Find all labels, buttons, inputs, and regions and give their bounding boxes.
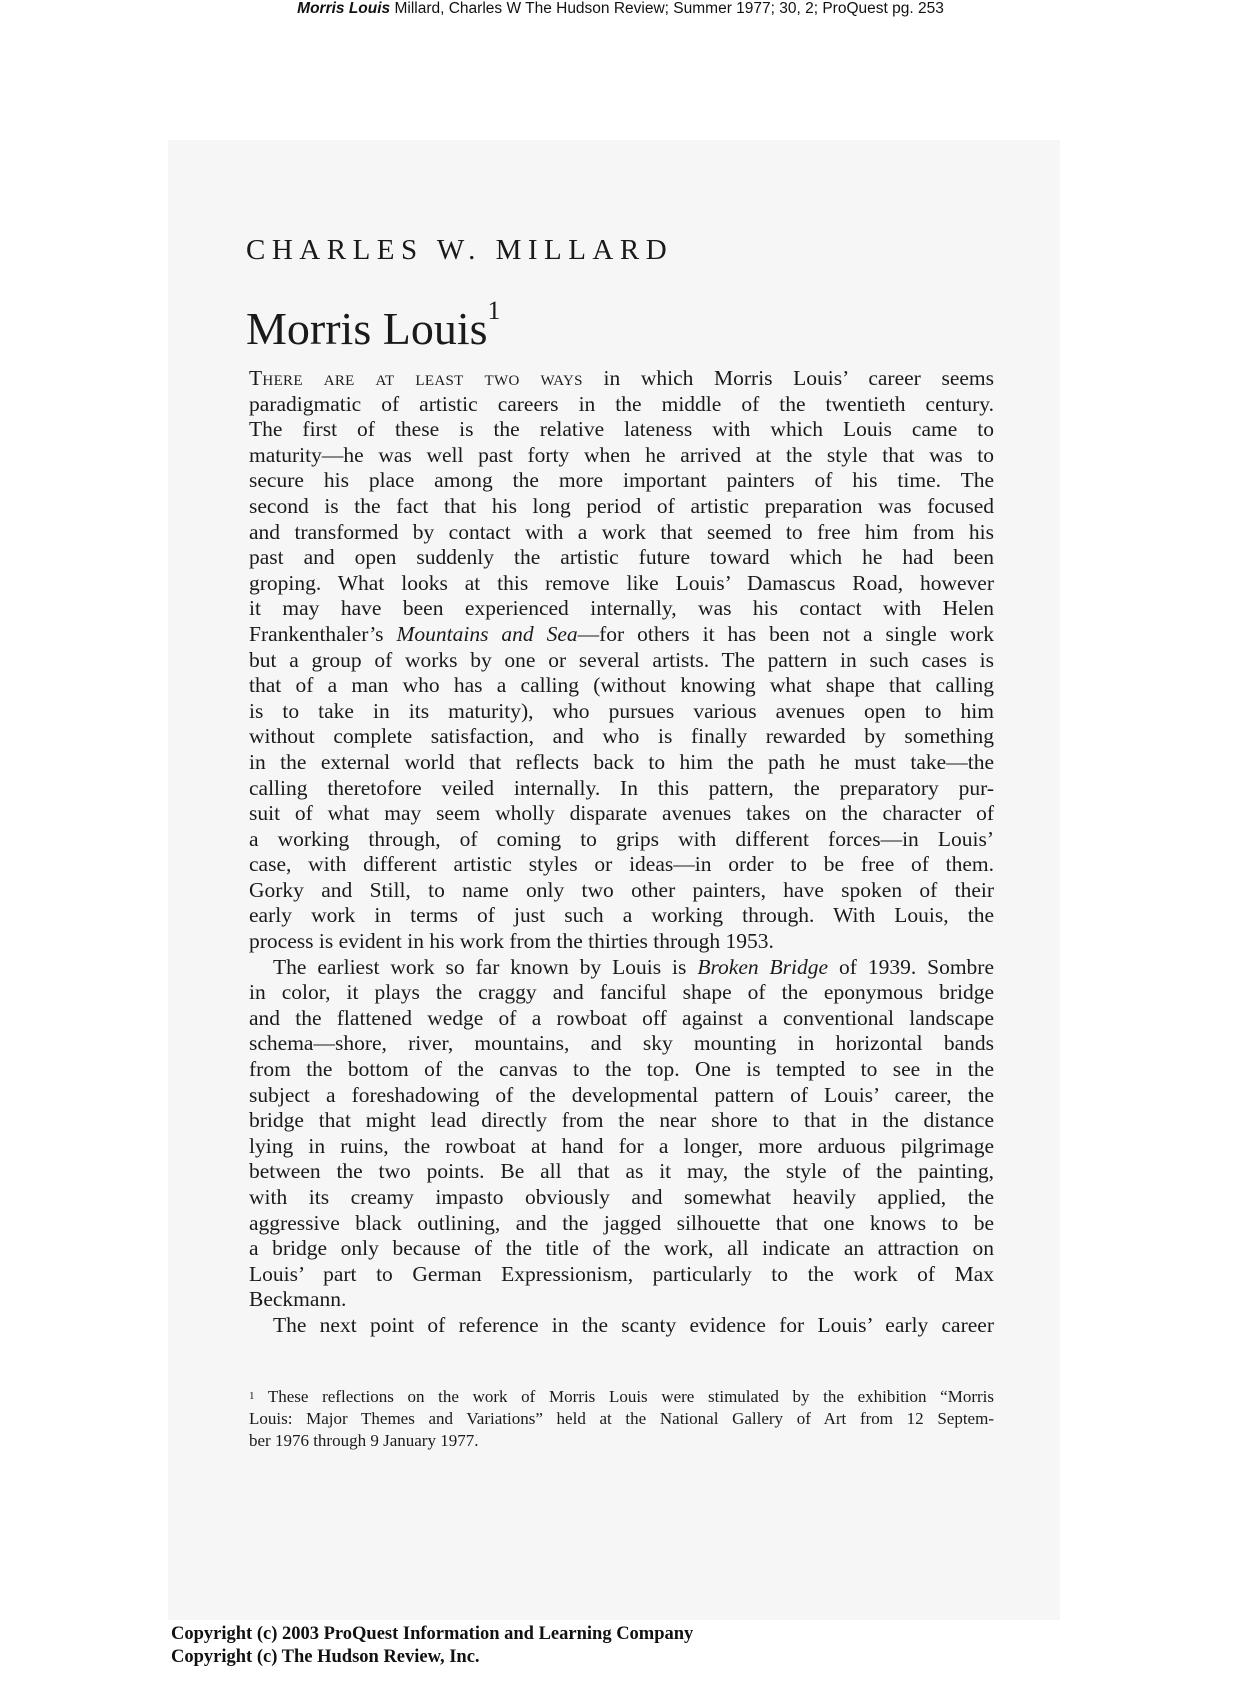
text-line: a working through, of coming to grips with different forces—in Louis’ [249,826,994,851]
text-line: suit of what may seem wholly disparate avenues takes on the character of [249,801,994,826]
text-line [249,366,994,392]
text-line: Gorky and Still, to name only two other painters, have spoken of their [249,877,994,902]
text-line: The next point of reference in the scanty evidence for Louis’ early career [273,1312,994,1337]
lead-in: There are at least two ways [249,366,583,390]
footnote-line: Louis: Major Themes and Variations” held at the National Gallery of Art from 12 Septem- [249,1409,994,1428]
text-fragment: Frankenthaler’s [249,621,397,646]
footnote [249,1386,994,1452]
text-line: Louis’ part to German Expressionism, particularly to the work of Max [249,1261,994,1286]
copyright-line: Copyright (c) 2003 ProQuest Information and Learning Company [171,1624,694,1644]
text-line [249,955,994,981]
citation-header [0,0,1241,18]
footnote-line [249,1386,994,1408]
text-line: and the flattened wedge of a rowboat off against a conventional landscape [249,1005,994,1030]
text-line: early work in terms of just such a working through. With Louis, the [249,903,994,928]
copyright-line: Copyright (c) The Hudson Review, Inc. [171,1647,480,1667]
text-fragment: —for others it has been not a single work [577,621,994,646]
text-fragment: of 1939. Sombre [828,954,994,979]
text-line: a bridge only because of the title of the work, all indicate an attraction on [249,1236,994,1261]
text-line: is to take in its maturity), who pursues various avenues open to him [249,698,994,723]
text-line: schema—shore, river, mountains, and sky mounting in horizontal bands [249,1031,994,1056]
text-line: in color, it plays the craggy and fanciful shape of the eponymous bridge [249,980,994,1005]
text-line: it may have been experienced internally, was his contact with Helen [249,596,994,621]
text-line: without complete satisfaction, and who is finally rewarded by something [249,724,994,749]
text-line: case, with different artistic styles or ideas—in order to be free of them. [249,852,994,877]
text-line: in the external world that reflects back to him the path he must take—the [249,749,994,774]
text-line: aggressive black outlining, and the jagged silhouette that one knows to be [249,1210,994,1235]
text-line: but a group of works by one or several artists. The pattern in such cases is [249,647,994,672]
text-line: from the bottom of the canvas to the top. One is tempted to see in the [249,1057,994,1082]
title-footnote-mark: 1 [487,296,501,325]
text-fragment: These reflections on the work of Morris Louis were stimulated by the exhibition “Morris [254,1387,994,1406]
footnote-line: ber 1976 through 9 January 1977. [249,1431,479,1450]
artwork-title: Broken Bridge [697,954,829,979]
text-line: past and open suddenly the artistic future toward which he had been [249,545,994,570]
text-line: bridge that might lead directly from the near shore to that in the distance [249,1108,994,1133]
text-line: groping. What looks at this remove like Louis’ Damascus Road, however [249,570,994,595]
citation-title: Morris Louis [297,0,391,17]
article-body [249,366,994,1339]
text-line: subject a foreshadowing of the developmental pattern of Louis’ career, the [249,1082,994,1107]
text-fragment: The earliest work so far known by Louis is [273,954,698,979]
text-line: lying in ruins, the rowboat at hand for a longer, more arduous pilgrimage [249,1133,994,1158]
text-line: and transformed by contact with a work that seemed to free him from his [249,519,994,544]
artwork-title: Mountains and Sea [396,621,578,646]
text-line: Beckmann. [249,1287,347,1312]
text-line: second is the fact that his long period of artistic preparation was focused [249,493,994,518]
text-fragment: in which Morris Louis’ career seems [582,366,994,390]
text-line: calling theretofore veiled internally. In this pattern, the preparatory pur- [249,775,994,800]
author-name: CHARLES W. MILLARD [246,234,674,266]
text-line: process is evident in his work from the thirties through 1953. [249,929,774,954]
text-line: maturity—he was well past forty when he arrived at the style that was to [249,442,994,467]
copyright-notice [171,1623,693,1669]
text-line [249,622,994,648]
text-line: The first of these is the relative lateness with which Louis came to [249,417,994,442]
footnote-mark: 1 [249,1390,255,1402]
citation-source: Millard, Charles W The Hudson Review; Summer 1977; 30, 2; ProQuest pg. 253 [390,0,944,17]
article-title-text: Morris Louis [246,303,488,354]
text-line: that of a man who has a calling (without knowing what shape that calling [249,673,994,698]
article-title [246,296,501,356]
text-line: between the two points. Be all that as it may, the style of the painting, [249,1159,994,1184]
text-line: paradigmatic of artistic careers in the middle of the twentieth century. [249,391,994,416]
text-line: secure his place among the more important painters of his time. The [249,468,994,493]
text-line: with its creamy impasto obviously and somewhat heavily applied, the [249,1185,994,1209]
